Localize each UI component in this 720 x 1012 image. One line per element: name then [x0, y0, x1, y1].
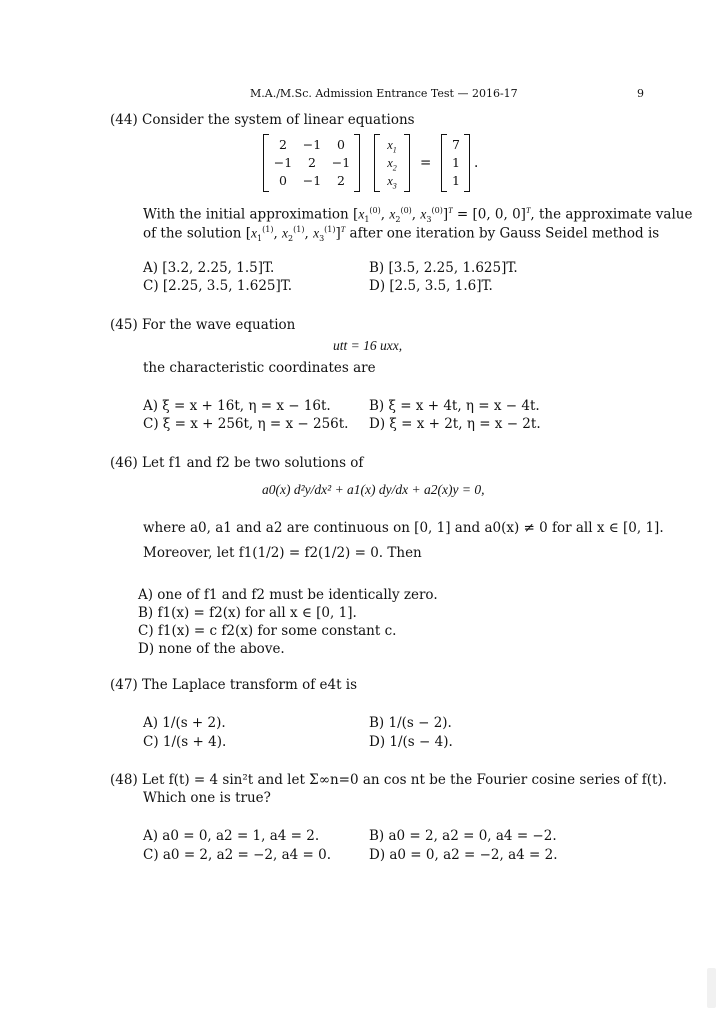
option-47-c: C) 1/(s + 4). — [143, 734, 227, 750]
option-48-b: B) a0 = 2, a2 = 0, a4 = −2. — [369, 828, 557, 844]
option-45-b: B) ξ = x + 4t, η = x − 4t. — [369, 398, 540, 414]
option-48-a: A) a0 = 0, a2 = 1, a4 = 2. — [143, 828, 320, 844]
question-number: (45) — [110, 317, 138, 333]
option-48-c: C) a0 = 2, a2 = −2, a4 = 0. — [143, 847, 332, 863]
option-46-b: B) f1(x) = f2(x) for all x ∈ [0, 1]. — [138, 605, 357, 621]
option-46-c: C) f1(x) = c f2(x) for some constant c. — [138, 623, 397, 639]
matrix-cell: 2 — [308, 155, 316, 170]
question-number: (47) — [110, 677, 138, 693]
unknown-x1: $x_1$ — [387, 138, 397, 155]
question-48-line2: Which one is true? — [143, 790, 271, 806]
matrix-cell: −1 — [331, 155, 351, 170]
question-44-intro — [110, 111, 415, 129]
option-48-d: D) a0 = 0, a2 = −2, a4 = 2. — [369, 847, 558, 863]
unknown-x2: $x_2$ — [387, 156, 397, 173]
question-number: (48) — [110, 772, 138, 788]
page-number: 9 — [637, 87, 644, 100]
option-45-c: C) ξ = x + 256t, η = x − 256t. — [143, 416, 349, 432]
option-46-a: A) one of f1 and f2 must be identically zero. — [138, 587, 438, 603]
option-45-a: A) ξ = x + 16t, η = x − 16t. — [143, 398, 331, 414]
question-45-after: the characteristic coordinates are — [143, 360, 376, 376]
question-44-line2: of the solution [$x_1^{(1)}$, $x_2^{(1)}$, $x_3^{(1)}]^T$ after one iteration by Gauss Seidel method is — [143, 225, 660, 244]
scrollbar[interactable] — [707, 968, 716, 1008]
question-45-intro — [110, 316, 295, 334]
question-number: (44) — [110, 112, 138, 128]
ode-equation: a0(x) d²y/dx² + a1(x) dy/dx + a2(x)y = 0, — [262, 482, 485, 497]
question-46-line1: where a0, a1 and a2 are continuous on [0, 1] and a0(x) ≠ 0 for all x ∈ [0, 1]. — [143, 520, 664, 536]
option-44-d: D) [2.5, 3.5, 1.6]T. — [369, 278, 493, 294]
option-47-d: D) 1/(s − 4). — [369, 734, 453, 750]
rhs-cell: 1 — [452, 173, 460, 188]
unknown-x3: $x_3$ — [387, 174, 397, 191]
option-47-b: B) 1/(s − 2). — [369, 715, 452, 731]
matrix-cell: 2 — [337, 173, 345, 188]
question-44-line1: With the initial approximation [$x_1^{(0)}$, $x_2^{(0)}$, $x_3^{(0)}]^T = [0$, 0, 0]$^T$, the approximate value — [143, 206, 693, 225]
page-header: M.A./M.Sc. Admission Entrance Test — 2016-17 — [250, 87, 518, 100]
question-46-intro — [110, 454, 363, 472]
equals-sign: = — [420, 155, 432, 171]
option-44-a: A) [3.2, 2.25, 1.5]T. — [143, 260, 275, 276]
question-47-intro — [110, 676, 357, 694]
question-46-line2: Moreover, let f1(1/2) = f2(1/2) = 0. Then — [143, 545, 422, 561]
matrix-cell: 0 — [279, 173, 287, 188]
option-45-d: D) ξ = x + 2t, η = x − 2t. — [369, 416, 541, 432]
matrix-cell: −1 — [302, 173, 322, 188]
matrix-cell: 0 — [337, 137, 345, 152]
matrix-cell: 2 — [279, 137, 287, 152]
wave-equation: utt = 16 uxx, — [333, 338, 403, 353]
matrix-cell: −1 — [273, 155, 293, 170]
option-47-a: A) 1/(s + 2). — [143, 715, 226, 731]
rhs-cell: 7 — [452, 137, 460, 152]
option-46-d: D) none of the above. — [138, 641, 285, 657]
question-text: For the wave equation — [142, 317, 296, 333]
question-text: Let f1 and f2 be two solutions of — [142, 455, 364, 471]
question-text: Let f(t) = 4 sin²t and let Σ∞n=0 an cos nt be the Fourier cosine series of f(t). — [142, 772, 667, 788]
question-48-line1 — [110, 771, 667, 789]
rhs-cell: 1 — [452, 155, 460, 170]
question-text: Consider the system of linear equations — [142, 112, 415, 128]
matrix-cell: −1 — [302, 137, 322, 152]
question-text: The Laplace transform of e4t is — [142, 677, 358, 693]
option-44-b: B) [3.5, 2.25, 1.625]T. — [369, 260, 518, 276]
question-number: (46) — [110, 455, 138, 471]
option-44-c: C) [2.25, 3.5, 1.625]T. — [143, 278, 293, 294]
